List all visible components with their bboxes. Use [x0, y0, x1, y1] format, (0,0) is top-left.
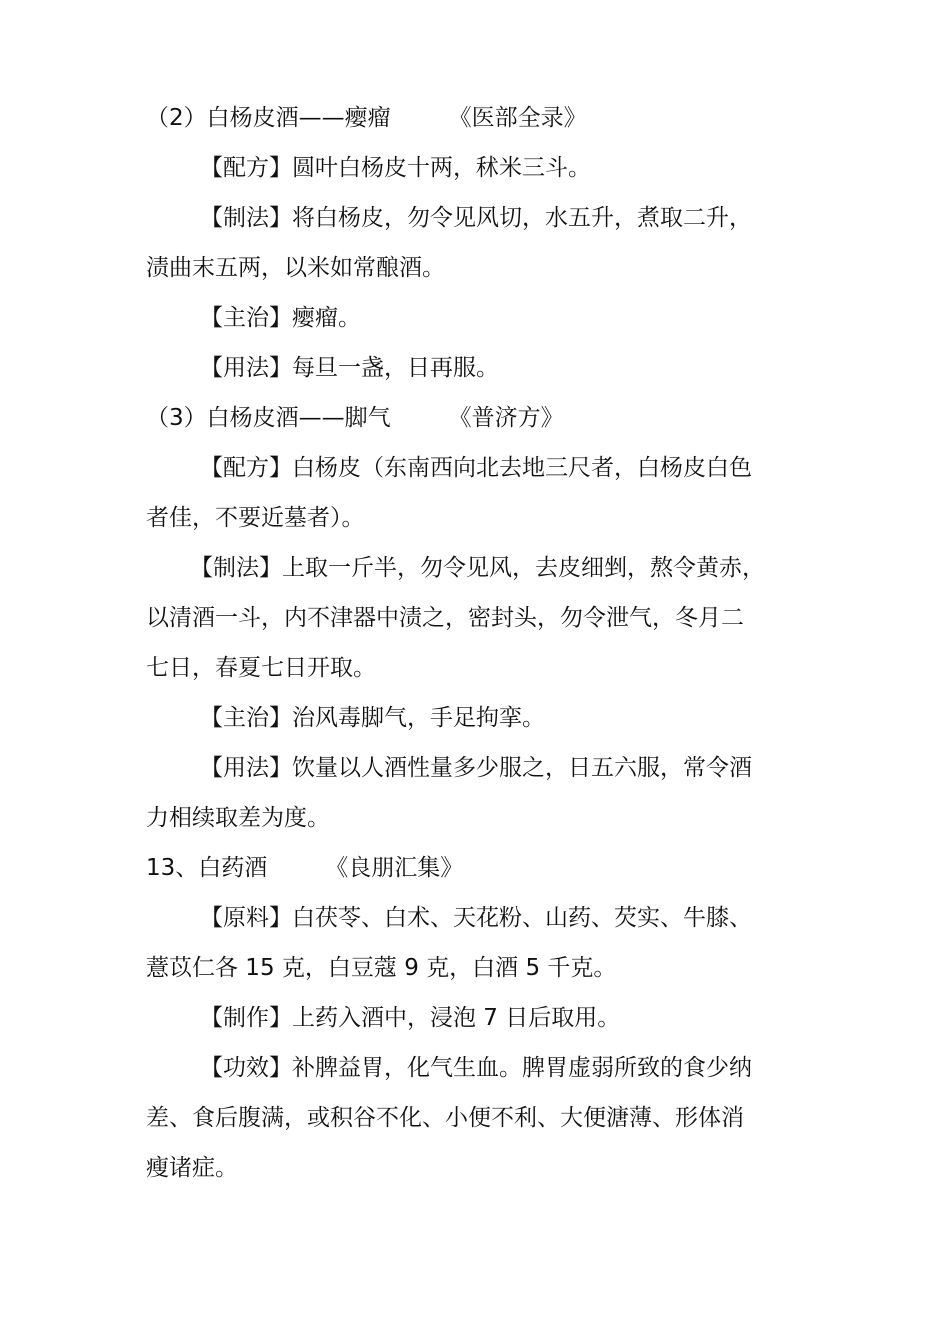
recipe-heading	[146, 853, 463, 883]
text-line: 【用法】饮量以人酒性量多少服之，日五六服，常令酒	[200, 755, 752, 781]
recipe-source: 《普济方》	[448, 405, 564, 431]
text-line: 【制法】上取一斤半，勿令见风，去皮细剉，熬令黄赤，	[190, 555, 765, 581]
text-line: 七日，春夏七日开取。	[146, 655, 376, 681]
text-line: 【主治】治风毒脚气，手足拘挛。	[200, 705, 545, 731]
text-line: 【配方】白杨皮（东南西向北去地三尺者，白杨皮白色	[200, 455, 752, 481]
text-line: 【制作】上药入酒中，浸泡 7 日后取用。	[200, 1005, 621, 1031]
recipe-title: 13、白药酒	[146, 855, 268, 881]
text-line: 【主治】瘿瘤。	[200, 305, 361, 331]
recipe-source: 《医部全录》	[448, 105, 587, 131]
recipe-source: 《良朋汇集》	[325, 855, 464, 881]
text-line: 以清酒一斗，内不津器中渍之，密封头，勿令泄气，冬月二	[146, 605, 744, 631]
text-line: 【配方】圆叶白杨皮十两，秫米三斗。	[200, 155, 591, 181]
text-line: 渍曲末五两，以米如常酿酒。	[146, 255, 445, 281]
text-line: 者佳，不要近墓者）。	[146, 505, 365, 531]
text-line: 差、食后腹满，或积谷不化、小便不利、大便溏薄、形体消	[146, 1105, 744, 1131]
recipe-heading	[146, 103, 587, 133]
text-line: 【制法】将白杨皮，勿令见风切，水五升，煮取二升，	[200, 205, 752, 231]
text-line: 薏苡仁各 15 克，白豆蔻 9 克，白酒 5 千克。	[146, 955, 617, 981]
recipe-title: （3）白杨皮酒——脚气	[146, 405, 391, 431]
text-line: 力相续取差为度。	[146, 805, 330, 831]
text-line: 瘦诸症。	[146, 1155, 238, 1181]
recipe-heading	[146, 403, 564, 433]
text-line: 【用法】每旦一盏，日再服。	[200, 355, 499, 381]
text-line: 【原料】白茯苓、白术、天花粉、山药、芡实、牛膝、	[200, 905, 752, 931]
text-line: 【功效】补脾益胃，化气生血。脾胃虚弱所致的食少纳	[200, 1055, 752, 1081]
recipe-title: （2）白杨皮酒——瘿瘤	[146, 105, 391, 131]
